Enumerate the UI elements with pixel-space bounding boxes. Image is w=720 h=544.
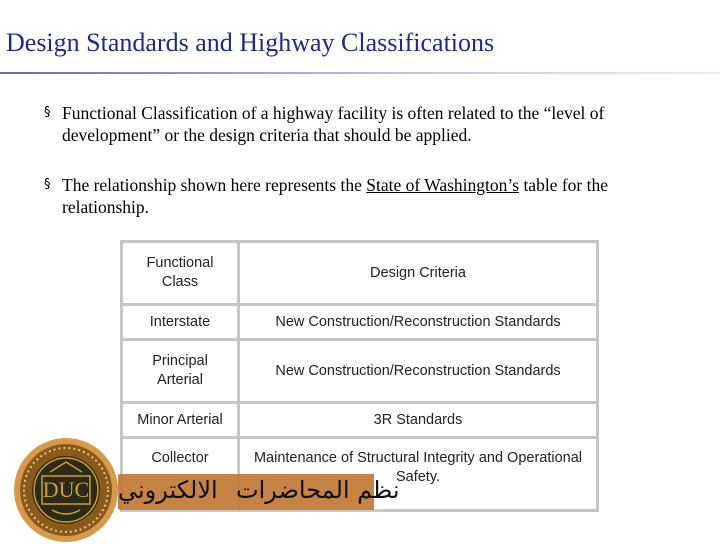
table-row [122, 305, 598, 340]
bullet-text-start: The relationship shown here represents the [62, 175, 367, 195]
bullet-item [44, 102, 684, 146]
bullet-marker: § [44, 105, 51, 120]
cell-class: Interstate [122, 305, 239, 340]
cell-criteria: New Construction/Reconstruction Standards [239, 340, 598, 403]
bullet-marker: § [44, 177, 51, 192]
cell-class: Minor Arterial [122, 403, 239, 438]
svg-text:DUC: DUC [42, 477, 90, 502]
table-row [122, 403, 598, 438]
university-logo-icon [12, 436, 120, 544]
cell-criteria: New Construction/Reconstruction Standards [239, 305, 598, 340]
table-row [122, 340, 598, 403]
table-header-row [122, 242, 598, 305]
bullet-item [44, 174, 684, 218]
bullet-list [44, 102, 684, 246]
slide-title: Design Standards and Highway Classifications [6, 28, 495, 57]
cell-criteria: Maintenance of Structural Integrity and Operational Safety. [239, 438, 598, 511]
bullet-text: Functional Classification of a highway facility is often related to the “level of development” or the design criteria that should be applied. [62, 103, 605, 145]
header-design-criteria: Design Criteria [239, 242, 598, 305]
cell-class: Principal Arterial [122, 340, 239, 403]
cell-criteria: 3R Standards [239, 403, 598, 438]
watermark-text-left: الالكتروني [118, 476, 218, 504]
header-functional-class: Functional Class [122, 242, 239, 305]
watermark-text-right: نظم المحاضرات [236, 476, 400, 504]
cell-class: Collector [122, 438, 239, 511]
washington-link-text: State of Washington’s [366, 175, 520, 195]
bullet-text-end: table for the relationship. [62, 175, 608, 217]
title-divider [0, 72, 720, 74]
